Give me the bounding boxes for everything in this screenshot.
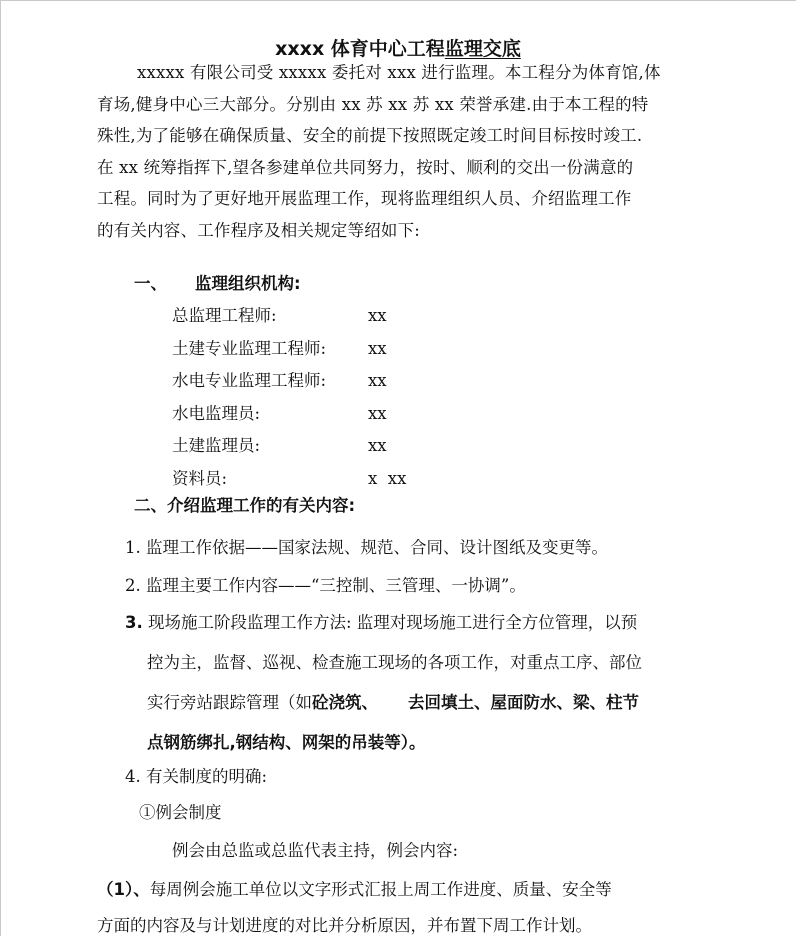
intro-line-5: 工程。同时为了更好地开展监理工作，现将监理组织人员、介绍监理工作 [97, 189, 632, 208]
org-row [172, 398, 387, 431]
section2-heading: 二、介绍监理工作的有关内容: [134, 496, 356, 515]
org-name: x xx [368, 468, 407, 488]
intro-line-6: 的有关内容、工作程序及相关规定等绍如下: [97, 220, 421, 240]
intro-paragraph [97, 57, 707, 246]
intro-line-3: 殊性,为了能够在确保质量、安全的前提下按照既定竣工时间目标按时竣工. [97, 126, 643, 145]
subsection-meeting-text: 例会由总监或总监代表主持，例会内容: [172, 841, 459, 860]
list-item-3-number: 3. [125, 613, 143, 632]
org-role: 总监理工程师: [172, 306, 277, 325]
list-item-3 [125, 603, 715, 763]
org-row [172, 333, 387, 366]
bold-text: 去回填土、屋面防水、梁、柱节 [408, 693, 639, 712]
org-list [172, 300, 407, 496]
org-row [172, 430, 387, 463]
intro-line-4: 在 xx 统筹指挥下,望各参建单位共同努力，按时、顺利的交出一份满意的 [97, 157, 634, 177]
paragraph-lead: （1）、 [97, 880, 150, 899]
org-row [172, 463, 407, 496]
org-name: xx [368, 403, 387, 423]
meeting-line-2: 方面的内容及与计划进度的对比并分析原因，并布置下周工作计划。 [97, 916, 592, 935]
intro-line-1: xxxxx 有限公司受 xxxxx 委托对 xxx 进行监理。本工程分为体育馆,体 [137, 63, 661, 82]
org-name: xx [368, 306, 387, 325]
page-border-left [0, 0, 1, 936]
intro-line-2: 育场,健身中心三大部分。分别由 xx 苏 xx 苏 xx 荣誉承建.由于本工程的特 [97, 94, 649, 114]
org-name: xx [368, 371, 387, 391]
title-underlined: 监理交底 [444, 38, 521, 60]
org-row [172, 365, 387, 398]
list-item-2: 2. 监理主要工作内容——“三控制、三管理、一协调”。 [125, 576, 526, 595]
list-item-4: 4. 有关制度的明确: [125, 767, 268, 786]
org-role: 水电专业监理工程师: [172, 371, 327, 391]
list-item-1: 1. 监理工作依据——国家法规、规范、合同、设计图纸及变更等。 [125, 538, 608, 557]
org-role: 资料员: [172, 468, 228, 488]
bold-text: 砼浇筑、 [312, 693, 378, 712]
section1-heading [134, 270, 301, 294]
list-item-3-line-4: 点钢筋绑扎,钢结构、网架的吊装等）。 [147, 733, 426, 752]
org-name: xx [368, 436, 387, 456]
list-item-3-line-1: 现场施工阶段监理工作方法: 监理对现场施工进行全方位管理，以预 [148, 613, 638, 632]
org-role: 水电监理员: [172, 403, 261, 423]
org-role: 土建监理员: [172, 436, 261, 456]
subsection-meeting: ①例会制度 [139, 803, 222, 822]
section1-number: 一、 [134, 274, 167, 293]
org-role: 土建专业监理工程师: [172, 338, 327, 358]
section1-title: 监理组织机构: [195, 274, 301, 293]
meeting-paragraph-1 [97, 872, 717, 944]
page-border-top [0, 0, 796, 1]
org-row [172, 300, 387, 333]
list-item-3-line-2: 控为主，监督、巡视、检查施工现场的各项工作，对重点工序、部位 [147, 653, 642, 672]
list-item-3-line-3: 实行旁站跟踪管理（如砼浇筑、 去回填土、屋面防水、梁、柱节 [147, 693, 639, 712]
org-name: xx [368, 338, 387, 358]
meeting-line-1: 每周例会施工单位以文字形式汇报上周工作进度、质量、安全等 [149, 880, 612, 899]
title-prefix: xxxx 体育中心工程 [275, 38, 445, 60]
